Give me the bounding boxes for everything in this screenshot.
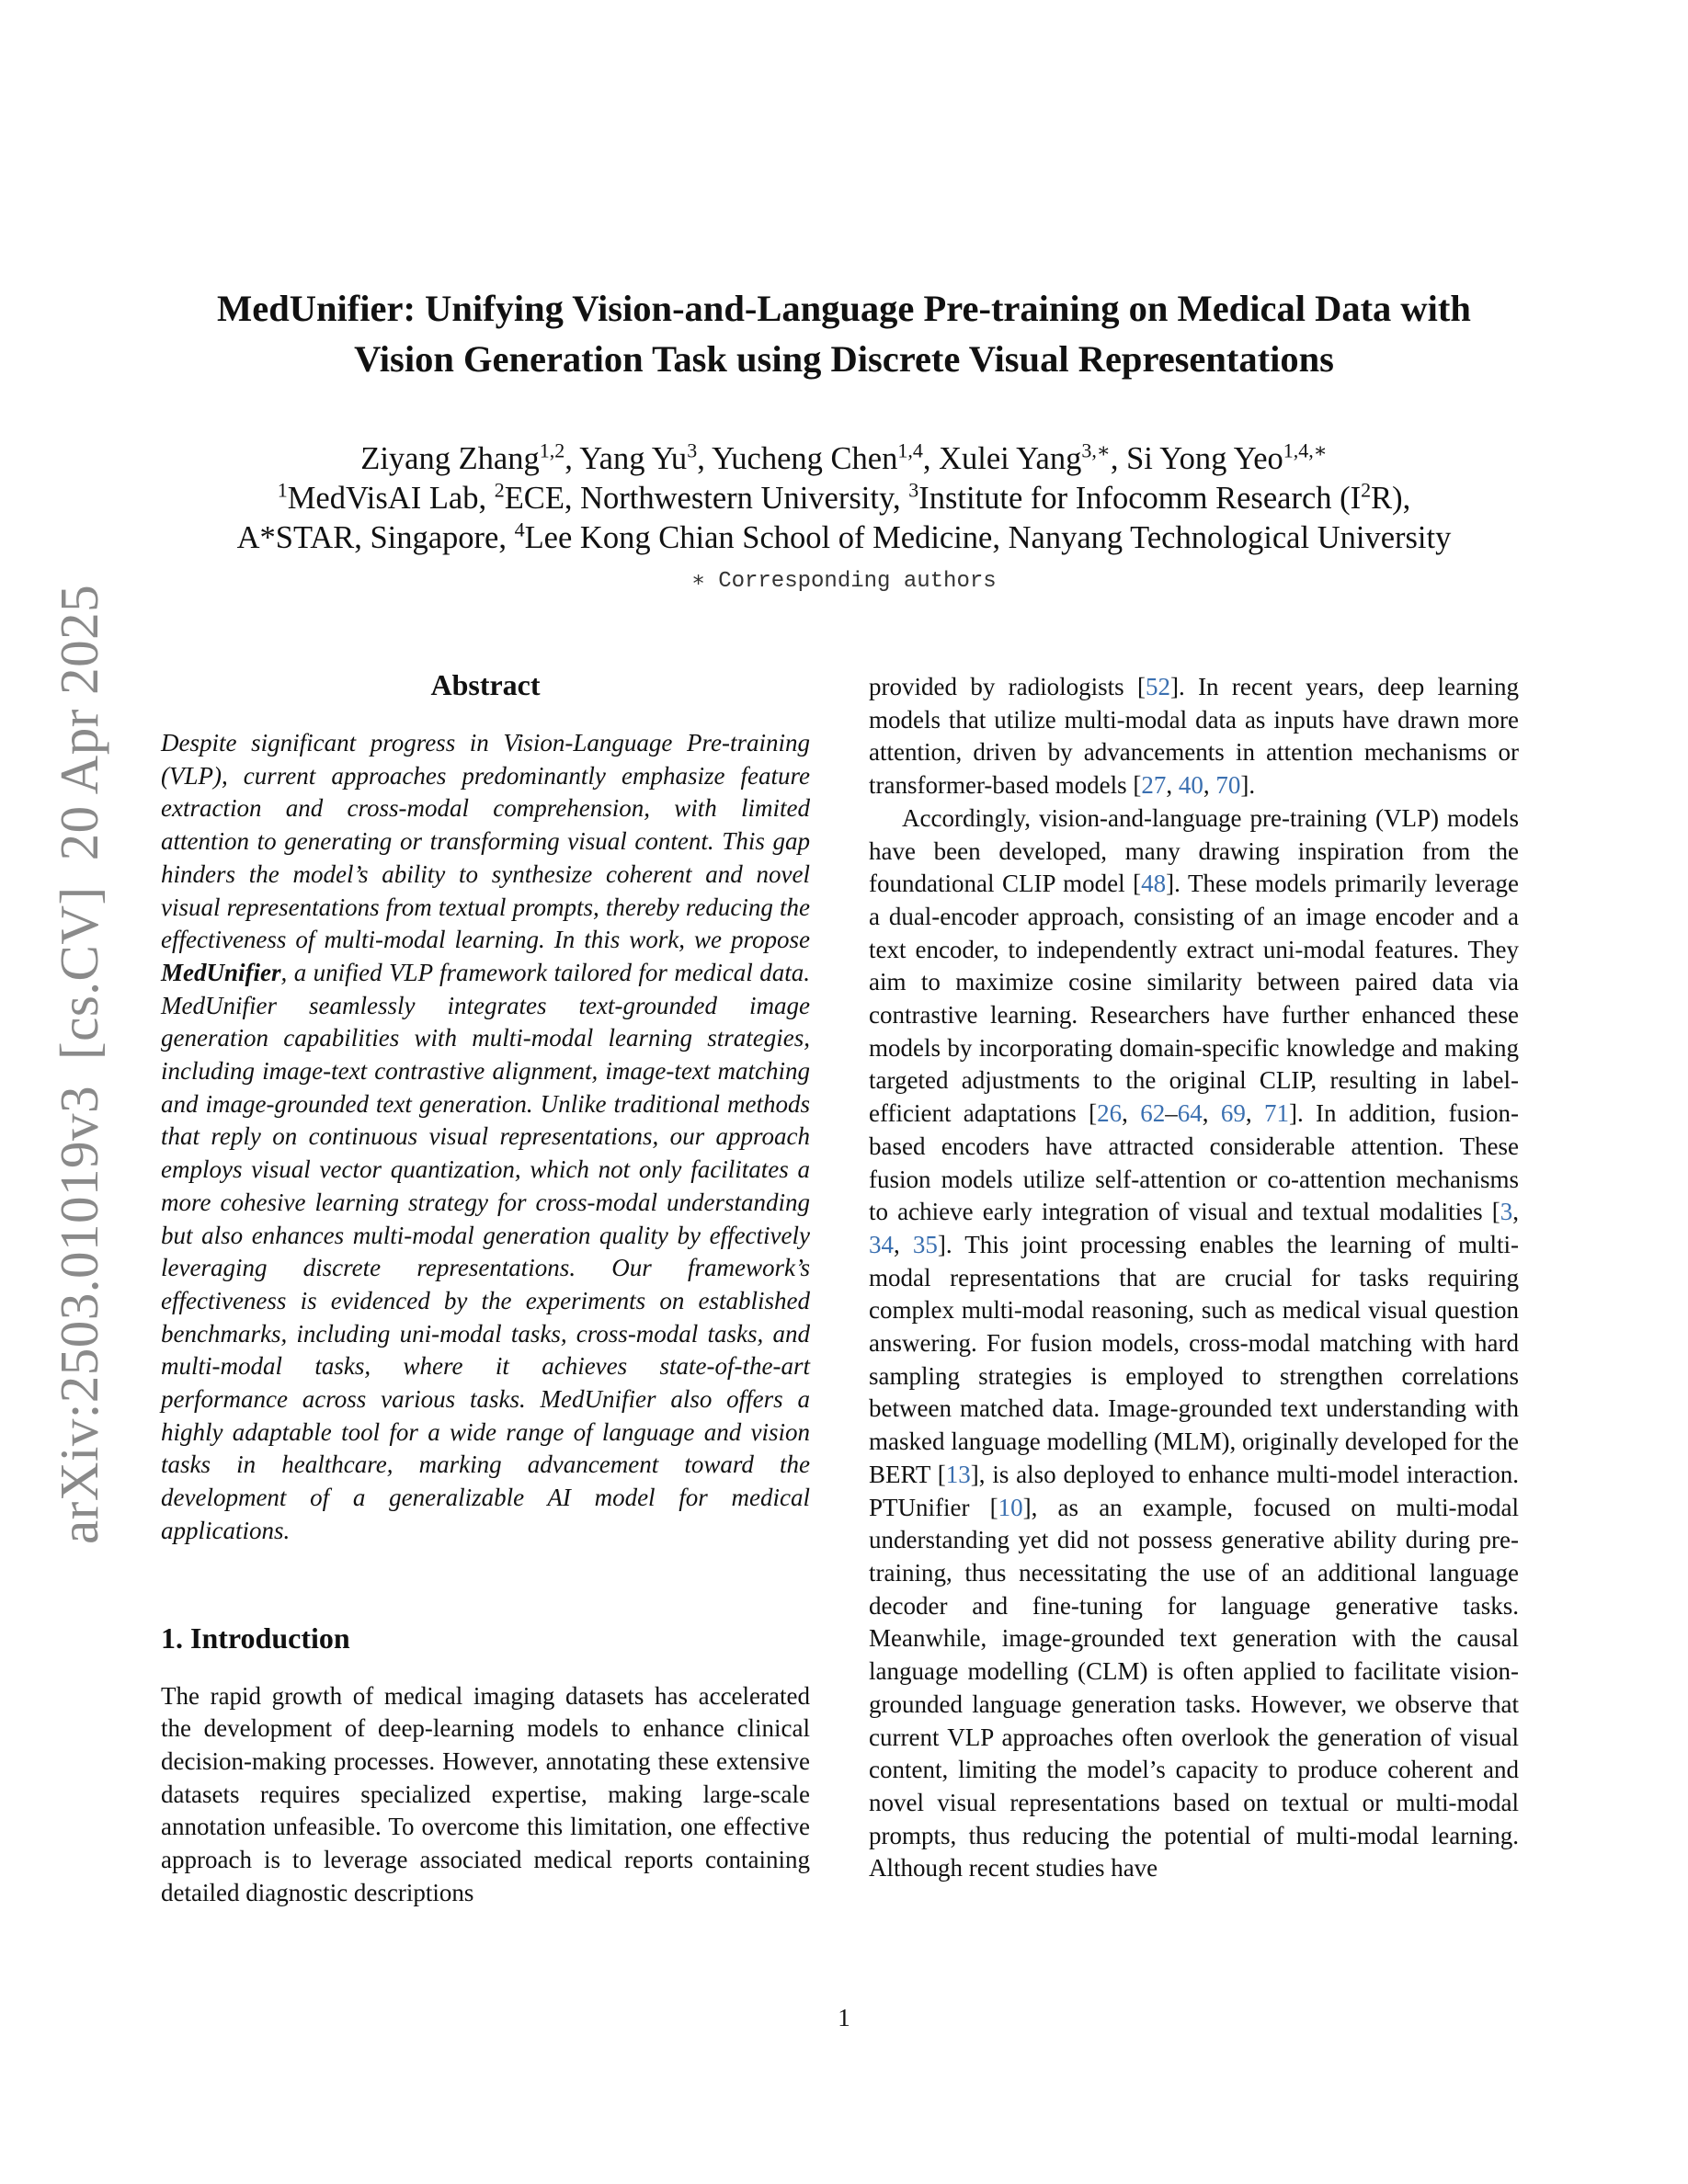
citation-link[interactable]: 13: [945, 1460, 971, 1488]
citation-link[interactable]: 10: [998, 1493, 1023, 1521]
citation-link[interactable]: 52: [1145, 673, 1170, 700]
title-line-2: Vision Generation Task using Discrete Visual Representations: [354, 338, 1334, 380]
citation-link[interactable]: 62: [1140, 1099, 1166, 1128]
affiliation: R),: [1371, 481, 1411, 516]
arxiv-category: [cs.CV]: [49, 886, 109, 1061]
citation-link[interactable]: 40: [1178, 771, 1203, 800]
abstract-method-name: MedUnifier: [161, 958, 281, 986]
affiliation-mark: 3: [908, 478, 919, 502]
affiliation: Institute for Infocomm Research (I: [918, 481, 1362, 516]
author-name: Ziyang Zhang: [360, 441, 540, 476]
paper-title: [110, 283, 1578, 384]
affiliation-mark: 4: [514, 518, 525, 541]
affiliations-line-1: [110, 479, 1578, 518]
citation-link[interactable]: 71: [1263, 1099, 1289, 1128]
author-affiliation-mark: 1,4,∗: [1283, 438, 1328, 462]
abstract-text: [161, 727, 810, 1548]
introduction-heading: 1. Introduction: [161, 1621, 350, 1655]
affiliation: A*STAR, Singapore,: [236, 520, 515, 555]
abstract-text-part: , a unified VLP framework tailored for medical data. MedUnifier seamlessly integrates text-grounded image generation capabilities with multi-modal learning strategies, including image-text contrastive alignment, image-text matching and image-grounded text generation. Unlike traditional methods that reply on continuous visual representations, our approach employs visual vector quantization, which not only facilitates a more cohesive learning strategy for cross-modal understanding but also enhances multi-modal generation quality by effectively leveraging discrete representations. Our framework’s effectiveness is evidenced by the experiments on established benchmarks, including uni-modal tasks, cross-modal tasks, and multi-modal tasks, where it achieves state-of-the-art performance across various tasks. MedUnifier also offers a highly adaptable tool for a wide range of language and vision tasks in healthcare, marking advancement toward the development of a generalizable AI model for medical applications.: [161, 958, 810, 1544]
author-affiliation-mark: 1,2: [539, 438, 565, 462]
affiliation: MedVisAI Lab,: [287, 481, 495, 516]
affiliation-mark: 2: [494, 478, 505, 502]
affiliation: Lee Kong Chian School of Medicine, Nanyang Technological University: [524, 520, 1452, 555]
author-name: Xulei Yang: [939, 441, 1082, 476]
paragraph-text: ].: [1240, 771, 1256, 800]
author-separator: ,: [1110, 441, 1127, 476]
author-name: Si Yong Yeo: [1126, 441, 1283, 476]
author-affiliation-mark: 1,4: [897, 438, 923, 462]
citation-link[interactable]: 3: [1500, 1198, 1513, 1226]
paragraph-text: ], as an example, focused on multi-modal understanding yet did not possess generative ability during pre-training, thus necessitating the use of an additional language decoder and fine-tuning for language generative tasks. Meanwhile, image-grounded text generation with the causal language modelling (CLM) is often applied to facilitate vision-grounded language generation tasks. However, we observe that current VLP approaches often overlook the generation of visual content, limiting the model’s capacity to produce coherent and novel visual representations based on textual or multi-modal prompts, thus reducing the potential of multi-modal learning. Although recent studies have: [869, 1493, 1520, 1883]
author-name: Yang Yu: [579, 441, 688, 476]
affiliation-superscript: 2: [1361, 478, 1372, 502]
author-name: Yucheng Chen: [712, 441, 898, 476]
author-list: [110, 439, 1578, 479]
paragraph-text: Accordingly, vision-and-language pre-training (VLP) models have been developed, many drawing inspiration from the foundational CLIP model [: [869, 803, 1519, 898]
author-block: [110, 439, 1578, 558]
arxiv-id: arXiv:2503.01019v3: [49, 1086, 109, 1544]
citation-link[interactable]: 35: [912, 1230, 938, 1258]
affiliation-mark: 1: [277, 478, 288, 502]
paragraph-text: ]. These models primarily leverage a dual-encoder approach, consisting of an image encoder and a text encoder, to independently extract uni-modal features. They aim to maximize cosine similarity between paired data via contrastive learning. Researchers have further enhanced these models by incorporating domain-specific knowledge and making targeted adjustments to the original CLIP, resulting in label-efficient adaptations [: [869, 870, 1519, 1128]
paragraph-text: ]. In recent years, deep learning models that utilize multi-modal data as inputs have drawn more attention, driven by advancements in attention mechanisms or transformer-based models [: [869, 673, 1519, 800]
citation-link[interactable]: 26: [1097, 1099, 1123, 1128]
abstract-heading: Abstract: [430, 668, 541, 701]
left-column: [161, 666, 810, 1910]
page-number: 1: [838, 2004, 850, 2031]
abstract-text-part: Despite significant progress in Vision-Language Pre-training (VLP), current approaches predominantly emphasize feature extraction and cross-modal comprehension, with limited attention to generating or transforming visual content. This gap hinders the model’s ability to synthesize coherent and novel visual representations from textual prompts, thereby reducing the effectiveness of multi-modal learning. In this work, we propose: [161, 729, 810, 954]
corresponding-authors-note: ∗ Corresponding authors: [691, 569, 997, 594]
citation-link[interactable]: 34: [869, 1230, 894, 1258]
citation-link[interactable]: 27: [1141, 771, 1167, 800]
paragraph-text: ], is also deployed to enhance multi-model interaction. PTUnifier [: [869, 1460, 1519, 1521]
affiliations-line-2: [110, 518, 1578, 558]
introduction-paragraph: The rapid growth of medical imaging datasets has accelerated the development of deep-learning models to enhance clinical decision-making processes. However, annotating these extensive datasets requires specialized expertise, making large-scale annotation unfeasible. To overcome this limitation, one effective approach is to leverage associated medical reports containing detailed diagnostic descriptions: [161, 1681, 810, 1906]
body-paragraph: provided by radiologists [52]. In recent years, deep learning models that utilize multi-modal data as inputs have drawn more attention, driven by advancements in attention mechanisms or transformer-based models [27, 40, 70].: [869, 673, 1519, 800]
citation-link[interactable]: 64: [1177, 1099, 1203, 1128]
affiliation: ECE, Northwestern University,: [504, 481, 909, 516]
author-separator: ,: [565, 441, 580, 476]
author-separator: ,: [922, 441, 940, 476]
right-column: [869, 671, 1519, 1885]
author-affiliation-mark: 3,∗: [1081, 438, 1111, 462]
arxiv-identifier-stamp: [48, 559, 111, 1544]
title-line-1: MedUnifier: Unifying Vision-and-Language Pre-training on Medical Data with: [217, 288, 1471, 329]
body-paragraph: Accordingly, vision-and-language pre-training (VLP) models have been developed, many drawing inspiration from the foundational CLIP model [48]. These models primarily leverage a dual-encoder approach, consisting of an image encoder and a text encoder, to independently extract uni-modal features. They aim to maximize cosine similarity between paired data via contrastive learning. Researchers have further enhanced these models by incorporating domain-specific knowledge and making targeted adjustments to the original CLIP, resulting in label-efficient adaptations [26, 62–64, 69, 71]. In addition, fusion-based encoders have attracted considerable attention. These fusion models utilize self-attention or co-attention mechanisms to achieve early integration of visual and textual modalities [3, 34, 35]. This joint processing enables the learning of multi-modal representations that are crucial for tasks requiring complex multi-modal reasoning, such as medical visual question answering. For fusion models, cross-modal matching with hard sampling strategies is employed to strengthen correlations between matched data. Image-grounded text understanding with masked language modelling (MLM), originally developed for the BERT [13], is also deployed to enhance multi-model interaction. PTUnifier [10], as an example, focused on multi-modal understanding yet did not possess generative ability during pre-training, thus necessitating the use of an additional language decoder and fine-tuning for language generative tasks. Meanwhile, image-grounded text generation with the causal language modelling (CLM) is often applied to facilitate vision-grounded language generation tasks. However, we observe that current VLP approaches often overlook the generation of visual content, limiting the model’s capacity to produce coherent and novel visual representations based on textual or multi-modal prompts, thus reducing the potential of multi-modal learning. Although recent studies have: [869, 803, 1520, 1883]
author-separator: ,: [697, 441, 713, 476]
arxiv-date: 20 Apr 2025: [49, 584, 109, 861]
paragraph-text: ]. This joint processing enables the learning of multi-modal representations that are crucial for tasks requiring complex multi-modal reasoning, such as medical visual question answering. For fusion models, cross-modal matching with hard sampling strategies is employed to strengthen correlations between matched data. Image-grounded text understanding with masked language modelling (MLM), originally developed for the BERT [: [869, 1230, 1519, 1488]
author-affiliation-mark: 3: [687, 438, 698, 462]
citation-link[interactable]: 69: [1220, 1099, 1246, 1128]
paragraph-text: ]. In addition, fusion-based encoders have attracted considerable attention. These fusion models utilize self-attention or co-attention mechanisms to achieve early integration of visual and textual modalities [: [869, 1099, 1519, 1226]
citation-link[interactable]: 70: [1215, 771, 1241, 800]
paragraph-text: provided by radiologists [: [869, 673, 1146, 700]
citation-link[interactable]: 48: [1141, 870, 1167, 898]
